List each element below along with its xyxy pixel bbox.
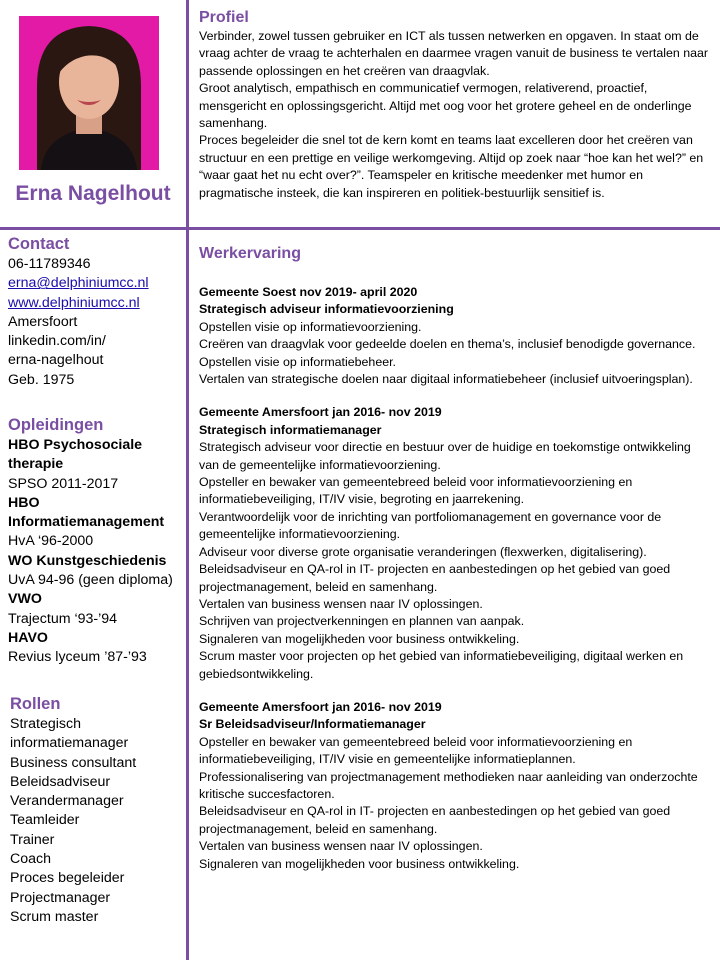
vertical-divider — [186, 0, 189, 960]
profile-photo — [19, 16, 159, 170]
education-title: HBO Psychosociale therapie — [8, 437, 143, 473]
role-item: Beleidsadviseur — [10, 773, 111, 790]
role-item: Verandermanager — [10, 793, 124, 810]
contact-section — [8, 234, 184, 390]
role-item: Teamleider — [10, 812, 80, 829]
phone-number: 06-11789346 — [8, 256, 91, 272]
job-employer: Gemeente Amersfoort jan 2016- nov 2019 — [199, 405, 442, 420]
email-link[interactable]: erna@delphiniumcc.nl — [8, 275, 149, 292]
city: Amersfoort — [8, 313, 78, 330]
job-line: Signaleren van mogelijkheden voor business ontwikkeling. — [199, 856, 520, 871]
job-line: Schrijven van projectverkenningen en plannen van aanpak. — [199, 614, 525, 629]
role-item: Strategisch informatiemanager — [10, 716, 129, 752]
job-role: Strategisch informatiemanager — [199, 422, 382, 437]
website-link[interactable]: www.delphiniumcc.nl — [8, 294, 140, 311]
job-employer: Gemeente Amersfoort jan 2016- nov 2019 — [199, 699, 442, 714]
role-item: Scrum master — [10, 908, 99, 925]
experience-section — [199, 244, 711, 873]
education-detail: Trajectum ‘93-’94 — [8, 610, 118, 627]
education-title: HAVO — [8, 629, 48, 646]
job-role: Sr Beleidsadviseur/Informatiemanager — [199, 717, 426, 732]
roles-heading: Rollen — [10, 695, 61, 713]
role-item: Trainer — [10, 831, 55, 848]
person-name: Erna Nagelhout — [15, 182, 171, 205]
job-line: Scrum master voor projecten op het gebied van informatiebeveiliging, digitaal werken en gebiedsontwikkeling. — [199, 649, 684, 681]
job-line: Creëren van draagvlak voor gedeelde doelen en thema’s, inclusief benodigde governance. — [199, 337, 696, 352]
role-item: Proces begeleider — [10, 870, 125, 887]
role-item: Coach — [10, 851, 52, 868]
profile-paragraph: Verbinder, zowel tussen gebruiker en ICT als tussen netwerken en opgaven. In staat om de vraag achter de vraag te achterhalen en daarmee vragen vanuit de business te vertalen naar passende oplossingen en het creëren van draagvlak. — [199, 29, 709, 78]
job-line: Signaleren van mogelijkheden voor business ontwikkeling. — [199, 631, 520, 646]
profile-paragraph: Groot analytisch, empathisch en communicatief vermogen, relativerend, proactief, mensgericht en oplossingsgericht. Altijd met oog voor het grotere geheel en de onderlinge samenhang. — [199, 81, 692, 131]
job-line: Vertalen van business wensen naar IV oplossingen. — [199, 596, 483, 611]
job-line: Beleidsadviseur en QA-rol in IT- projecten en aanbestedingen op het gebied van goed projectmanagement, beleid en samenhang. — [199, 804, 671, 836]
job-entry — [199, 404, 711, 683]
education-detail: HvA ‘96-2000 — [8, 533, 94, 550]
education-title: WO Kunstgeschiedenis — [8, 552, 167, 569]
role-item: Projectmanager — [10, 889, 111, 906]
education-title: VWO — [8, 591, 42, 608]
job-employer: Gemeente Soest nov 2019- april 2020 — [199, 285, 418, 299]
job-line: Vertalen van business wensen naar IV oplossingen. — [199, 839, 483, 854]
job-entry — [199, 284, 711, 388]
education-section — [8, 415, 184, 668]
education-heading: Opleidingen — [8, 416, 104, 434]
horizontal-divider — [0, 227, 720, 230]
education-detail: SPSO 2011-2017 — [8, 475, 119, 492]
job-entry — [199, 699, 711, 873]
job-line: Beleidsadviseur en QA-rol in IT- projecten en aanbestedingen op het gebied van goed projectmanagement, beleid en samenhang. — [199, 562, 671, 594]
contact-heading: Contact — [8, 235, 70, 253]
job-line: Professionalisering van projectmanagement methodieken naar aanleiding van onderzochte kritische succesfactoren. — [199, 769, 698, 801]
profile-section — [199, 8, 711, 202]
job-line: Opstellen visie op informatievoorziening. — [199, 319, 422, 334]
profile-paragraph: Proces begeleider die snel tot de kern komt en teams laat excelleren door het creëren van structuur en een prettige en veilige werkomgeving. Altijd op zoek naar “hoe kan het wel?” en “waar gaat het nu echt over?”. Teamspeler en kritische meedenker met humor en pragmatische insteek, die kan inspireren en politiek-bestuurlijk sensitief is. — [199, 133, 704, 200]
education-detail: Revius lyceum ’87-’93 — [8, 649, 147, 666]
role-item: Business consultant — [10, 754, 137, 771]
job-line: Opsteller en bewaker van gemeentebreed beleid voor informatievoorziening en informatiebeveiliging, IT/IV visie, begroting en jaarrekening. — [199, 475, 633, 507]
birth-year: Geb. 1975 — [8, 371, 75, 388]
education-detail: UvA 94-96 (geen diploma) — [8, 572, 173, 589]
job-line: Vertalen van strategische doelen naar digitaal informatiebeheer (inclusief uitvoeringsplan). — [199, 372, 693, 387]
experience-heading: Werkervaring — [199, 245, 301, 262]
job-line: Verantwoordelijk voor de inrichting van portfoliomanagement en governance voor de gemeentelijke informatievoorziening. — [199, 509, 662, 542]
roles-section — [10, 694, 186, 927]
job-line: Adviseur voor diverse grote organisatie veranderingen (flexwerken, digitalisering). — [199, 544, 647, 559]
education-title: HBO Informatiemanagement — [8, 494, 165, 531]
profile-heading: Profiel — [199, 9, 249, 26]
job-role: Strategisch adviseur informatievoorziening — [199, 302, 454, 317]
job-line: Opstellen visie op informatiebeheer. — [199, 354, 396, 369]
linkedin-line-1: linkedin.com/in/ — [8, 333, 106, 350]
job-line: Opsteller en bewaker van gemeentebreed beleid voor informatievoorziening en informatiebeveiliging, IT/IV visie en gemeentelijke informatieplannen. — [199, 734, 633, 767]
linkedin-line-2: erna-nagelhout — [8, 352, 104, 369]
job-line: Strategisch adviseur voor directie en bestuur over de huidige en toekomstige ontwikkeling van de gemeentelijke informatievoorziening. — [199, 440, 691, 472]
